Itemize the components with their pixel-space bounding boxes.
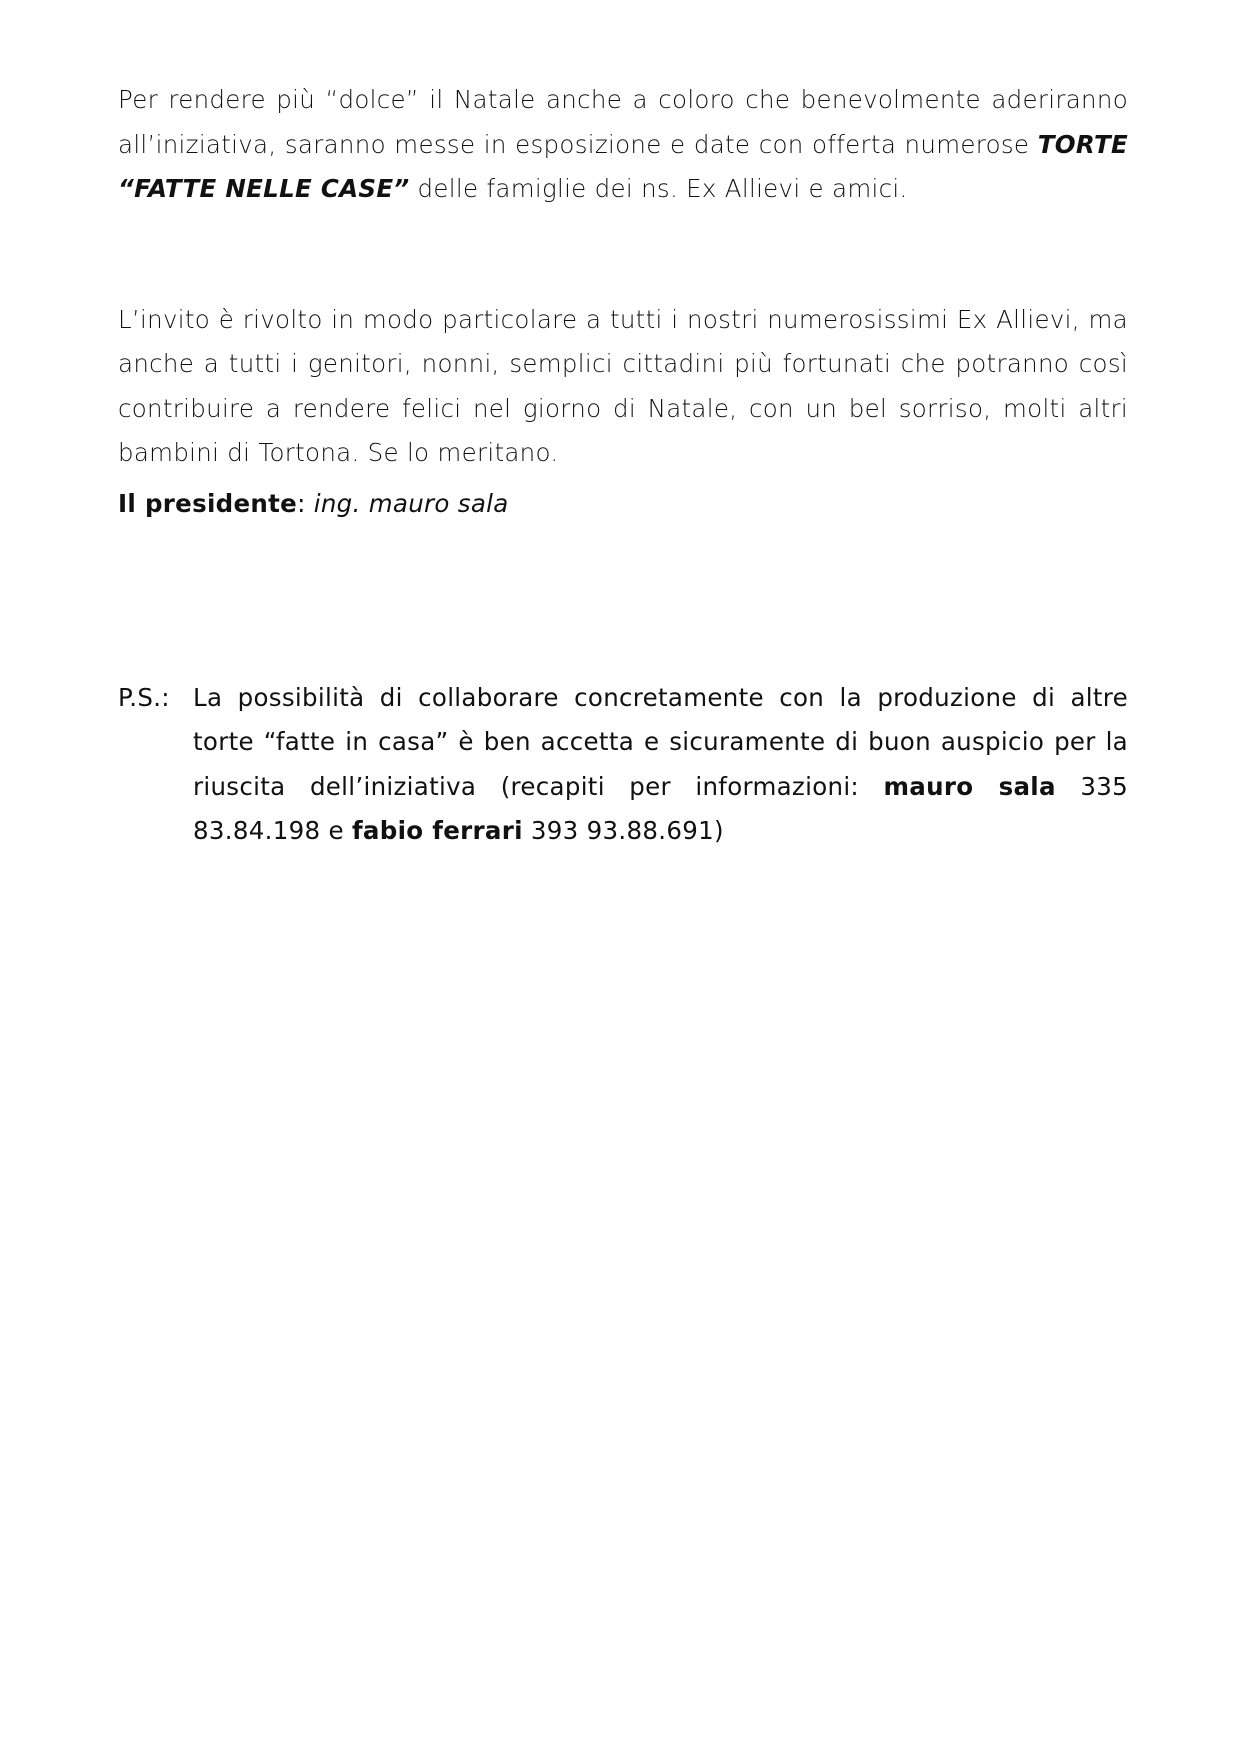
signature-label: Il presidente bbox=[118, 488, 298, 518]
paragraph-cakes-outro: delle famiglie dei ns. Ex Allievi e amici. bbox=[409, 174, 908, 203]
paragraph-cakes bbox=[118, 78, 1128, 212]
contact-1-name: mauro sala bbox=[883, 771, 1056, 801]
postscript bbox=[118, 676, 1128, 854]
contact-1-phone: 335 83.84.198 bbox=[193, 771, 1128, 845]
postscript-body bbox=[193, 676, 1128, 854]
postscript-label: P.S.: bbox=[118, 682, 170, 712]
signature-separator: : bbox=[297, 488, 314, 518]
contact-conjunction: e bbox=[328, 816, 352, 845]
cakes-emphasis: TORTE “FATTE NELLE CASE” bbox=[118, 129, 1128, 203]
paragraph-cakes-intro: Per rendere più “dolce” il Natale anche a coloro che benevolmente aderiranno all’iniziativa, saranno messe in esposizione e date con offerta numerose bbox=[118, 85, 1128, 159]
paragraph-invitation: L’invito è rivolto in modo particolare a tutti i nostri numerosissimi Ex Allievi, ma anche a tutti i genitori, nonni, semplici cittadini più fortunati che potranno così contribuire a rendere felici nel giorno di Natale, con un bel sorriso, molti altri bambini di Tortona. Se lo meritano. bbox=[118, 304, 1128, 467]
contact-2-name: fabio ferrari bbox=[351, 816, 523, 845]
contact-2-phone: 393 93.88.691) bbox=[522, 816, 724, 845]
signature bbox=[118, 482, 1128, 526]
postscript-text: La possibilità di collaborare concretamente con la produzione di altre torte “fatte in casa” è ben accetta e sicuramente di buon auspicio per la riuscita dell’iniziativa (recapiti per informazioni: bbox=[193, 682, 1128, 801]
signature-name: ing. mauro sala bbox=[313, 488, 509, 518]
document-page bbox=[118, 78, 1128, 854]
